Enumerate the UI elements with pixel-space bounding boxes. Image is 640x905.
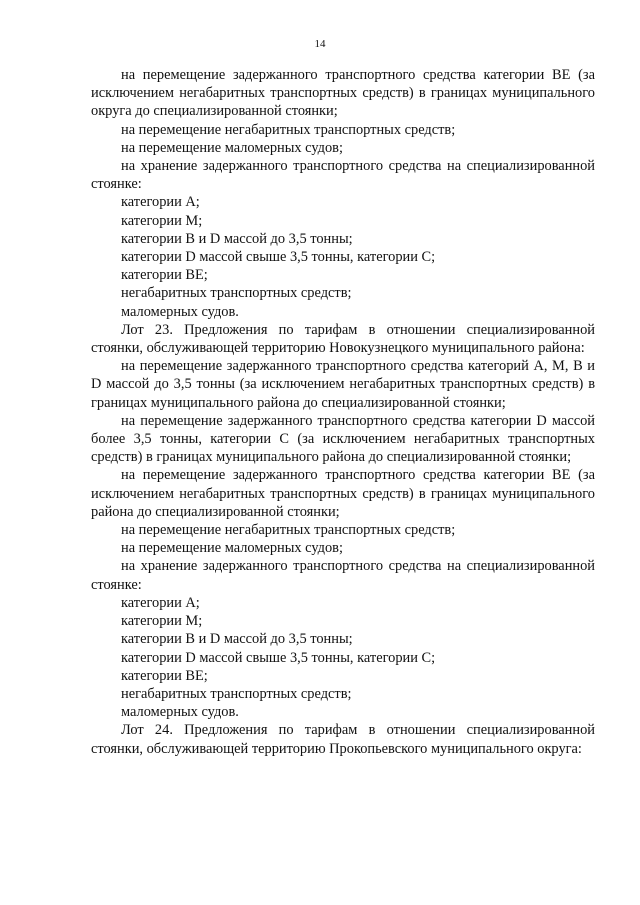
- paragraph: на перемещение задержанного транспортного средства категории BE (за исключением негабаритных транспортных средств) в границах муниципального округа до специализированной стоянки;: [91, 67, 595, 120]
- list-item: категории M;: [121, 212, 203, 229]
- list-item: категории A;: [121, 594, 200, 611]
- list-item: маломерных судов.: [121, 303, 239, 320]
- document-body: [91, 66, 595, 758]
- list-item: категории D массой свыше 3,5 тонны, категории C;: [121, 249, 436, 266]
- list-item: категории D массой свыше 3,5 тонны, категории C;: [121, 649, 436, 666]
- list-item: категории B и D массой до 3,5 тонны;: [121, 230, 353, 247]
- list-item: категории A;: [121, 194, 200, 211]
- paragraph: на перемещение задержанного транспортного средства категории BE (за исключением негабаритных транспортных средств) в границах муниципального района до специализированной стоянки;: [91, 467, 595, 520]
- list-item: негабаритных транспортных средств;: [121, 285, 352, 302]
- paragraph: на перемещение маломерных судов;: [121, 540, 343, 557]
- paragraph: на хранение задержанного транспортного средства на специализированной стоянке:: [91, 558, 595, 593]
- paragraph: на перемещение маломерных судов;: [121, 139, 343, 156]
- list-item: категории M;: [121, 613, 203, 630]
- lot-heading: Лот 24. Предложения по тарифам в отношении специализированной стоянки, обслуживающей территорию Прокопьевского муниципального округа:: [91, 722, 595, 757]
- list-item: маломерных судов.: [121, 704, 239, 721]
- paragraph: на хранение задержанного транспортного средства на специализированной стоянке:: [91, 158, 595, 193]
- paragraph: на перемещение задержанного транспортного средства категорий A, M, B и D массой до 3,5 тонны (за исключением негабаритных транспортных средств) в границах муниципального района до специализированной стоянки;: [91, 358, 595, 411]
- list-item: негабаритных транспортных средств;: [121, 685, 352, 702]
- paragraph: на перемещение негабаритных транспортных средств;: [121, 121, 456, 138]
- list-item: категории BE;: [121, 267, 208, 284]
- paragraph: на перемещение негабаритных транспортных средств;: [121, 522, 456, 539]
- paragraph: на перемещение задержанного транспортного средства категории D массой более 3,5 тонны, категории C (за исключением негабаритных транспортных средств) в границах муниципального района до специализированной стоянки;: [91, 412, 595, 466]
- lot-heading: Лот 23. Предложения по тарифам в отношении специализированной стоянки, обслуживающей территорию Новокузнецкого муниципального района:: [91, 321, 595, 357]
- list-item: категории BE;: [121, 667, 208, 684]
- page-number: 14: [314, 38, 326, 50]
- list-item: категории B и D массой до 3,5 тонны;: [121, 631, 353, 648]
